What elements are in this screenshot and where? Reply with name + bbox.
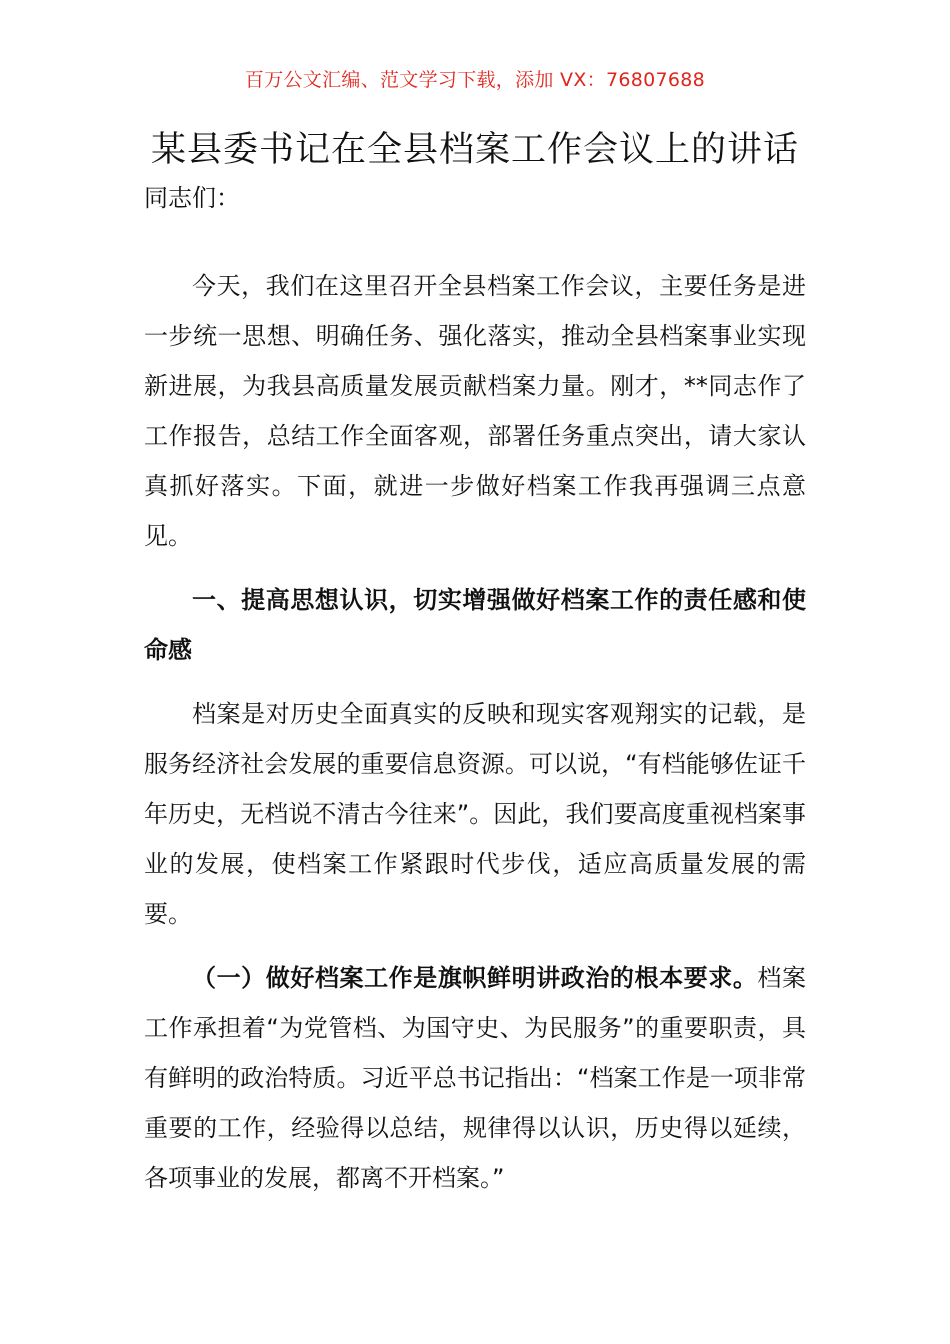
- subsection-one-lead: （一）做好档案工作是旗帜鲜明讲政治的根本要求。: [192, 964, 758, 992]
- document-title: 某县委书记在全县档案工作会议上的讲话: [150, 130, 799, 170]
- section-one-heading: 一、提高思想认识，切实增强做好档案工作的责任感和使命感: [144, 586, 806, 664]
- subsection-one-paragraph: [144, 953, 806, 1203]
- intro-paragraph: 今天，我们在这里召开全县档案工作会议，主要任务是进一步统一思想、明确任务、强化落实，推动全县档案事业实现新进展，为我县高质量发展贡献档案力量。刚才，**同志作了工作报告，总结工作全面客观，部署任务重点突出，请大家认真抓好落实。下面，就进一步做好档案工作我再强调三点意见。: [144, 272, 806, 550]
- section-one-paragraph: 档案是对历史全面真实的反映和现实客观翔实的记载，是服务经济社会发展的重要信息资源。可以说，“有档能够佐证千年历史，无档说不清古今往来”。因此，我们要高度重视档案事业的发展，使档案工作紧跟时代步伐，适应高质量发展的需要。: [144, 700, 806, 928]
- salutation: 同志们：: [144, 184, 240, 212]
- document-body: [144, 173, 806, 1203]
- subsection-one-body: 档案工作承担着“为党管档、为国守史、为民服务”的重要职责，具有鲜明的政治特质。习近平总书记指出：“档案工作是一项非常重要的工作，经验得以总结，规律得以认识，历史得以延续，各项事业的发展，都离不开档案。”: [144, 964, 807, 1192]
- promo-header: 百万公文汇编、范文学习下载，添加 VX：76807688: [244, 69, 706, 91]
